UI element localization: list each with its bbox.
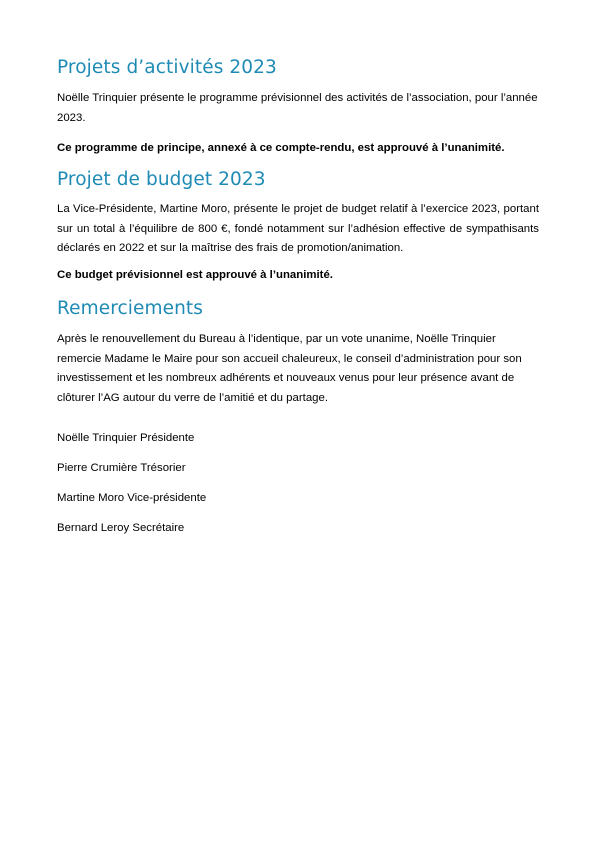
budget-paragraph: La Vice-Présidente, Martine Moro, présente le projet de budget relatif à l’exercice 2023, portant sur un total à l’équilibre de 800 €, fondé notamment sur l’adhésion effective de sympathisants déclarés en 2022 et sur la maîtrise des frais de promotion/animation.	[57, 203, 539, 254]
section-heading-projet-budget: Projet de budget 2023	[57, 169, 266, 190]
section-heading-remerciements: Remerciements	[57, 298, 204, 319]
budget-decision: Ce budget prévisionnel est approuvé à l’unanimité.	[57, 269, 333, 281]
activities-paragraph: Noëlle Trinquier présente le programme prévisionnel des activités de l’association, pour l’année 2023.	[57, 92, 538, 124]
signatory-treasurer: Pierre Crumière Trésorier	[57, 462, 186, 474]
section-heading-projets-activites: Projets d’activités 2023	[57, 57, 277, 78]
signatory-president: Noëlle Trinquier Présidente	[57, 432, 195, 444]
activities-decision: Ce programme de principe, annexé à ce compte-rendu, est approuvé à l’unanimité.	[57, 142, 505, 154]
signatory-vice-president: Martine Moro Vice-présidente	[57, 492, 207, 504]
signatory-secretary: Bernard Leroy Secrétaire	[57, 522, 185, 534]
thanks-paragraph: Après le renouvellement du Bureau à l’identique, par un vote unanime, Noëlle Trinquier remercie Madame le Maire pour son accueil chaleureux, le conseil d’administration pour son investissement et les nombreux adhérents et nouveaux venus pour leur présence avant de clôturer l’AG autour du verre de l’amitié et du partage.	[57, 333, 522, 404]
